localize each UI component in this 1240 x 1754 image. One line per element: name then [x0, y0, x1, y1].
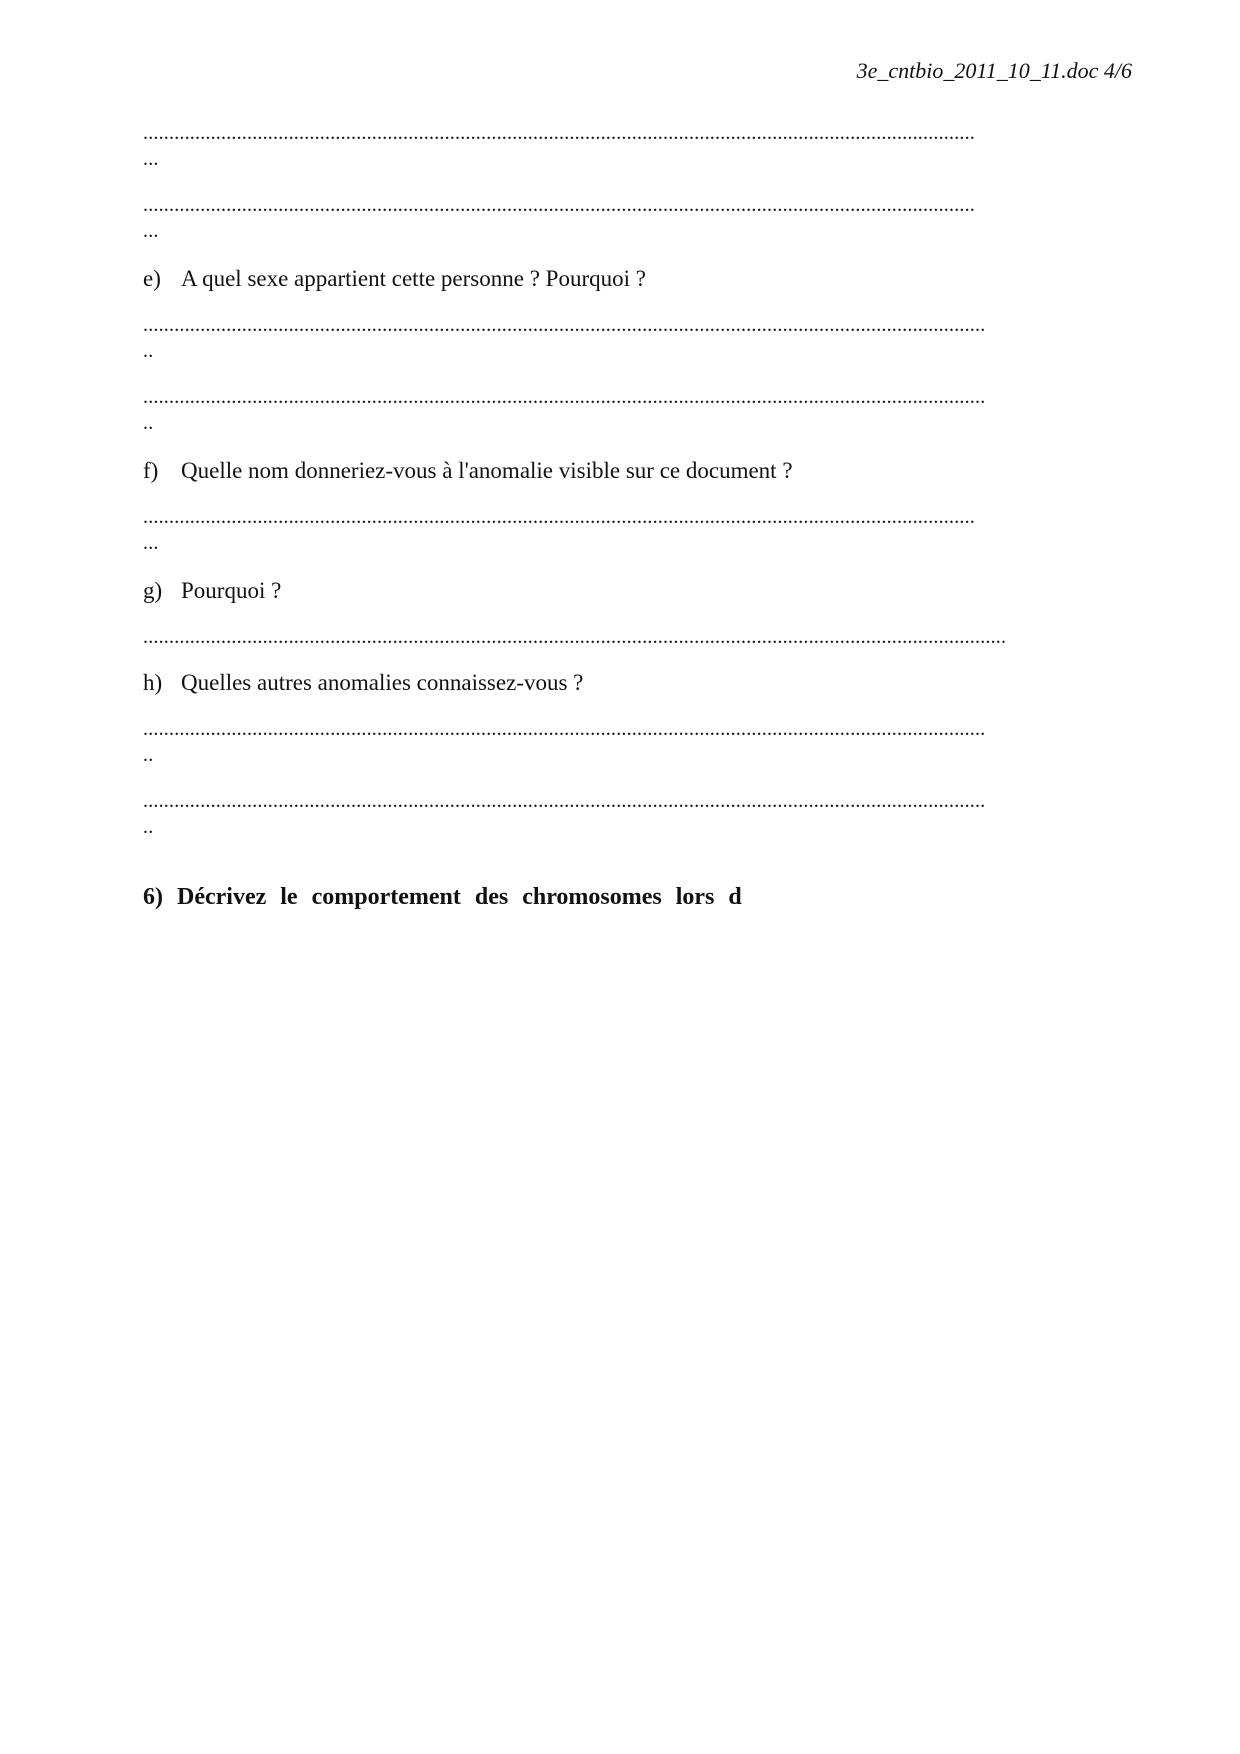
- answer-line: ..................................................................................................................................................................: [143, 314, 986, 336]
- answer-line-tail: ..: [143, 340, 154, 362]
- answer-line-tail: ...: [143, 532, 159, 554]
- section-heading: 6) Décrivez le comportement des chromosomes lors d: [143, 884, 742, 910]
- question-text: Quelles autres anomalies connaissez-vous ?: [181, 670, 584, 695]
- answer-line-tail: ..: [143, 744, 154, 766]
- answer-line-tail: ..: [143, 412, 154, 434]
- document-reference: 3e_cntbio_2011_10_11.doc 4/6: [856, 58, 1132, 83]
- question-text: A quel sexe appartient cette personne ? Pourquoi ?: [181, 266, 646, 291]
- question-text: Quelle nom donneriez-vous à l'anomalie visible sur ce document ?: [181, 458, 793, 483]
- answer-line-tail: ...: [143, 148, 159, 170]
- answer-line: ................................................................................................................................................................: [143, 506, 975, 528]
- question-letter: f): [143, 458, 159, 483]
- answer-line: ......................................................................................................................................................................: [143, 626, 1007, 648]
- worksheet-content: [143, 120, 1133, 911]
- answer-line-tail: ..: [143, 816, 154, 838]
- answer-line: ................................................................................................................................................................: [143, 122, 975, 144]
- question-letter: e): [143, 266, 161, 291]
- answer-line-tail: ...: [143, 220, 159, 242]
- answer-line: ..................................................................................................................................................................: [143, 790, 986, 812]
- answer-line: ..................................................................................................................................................................: [143, 718, 986, 740]
- question-g: [143, 576, 1133, 606]
- answer-line: ................................................................................................................................................................: [143, 194, 975, 216]
- question-text: Pourquoi ?: [181, 578, 282, 603]
- question-letter: g): [143, 578, 163, 603]
- question-h: [143, 668, 1133, 698]
- question-letter: h): [143, 670, 163, 695]
- question-f: [143, 456, 1133, 486]
- answer-line: ..................................................................................................................................................................: [143, 386, 986, 408]
- question-e: [143, 264, 1133, 294]
